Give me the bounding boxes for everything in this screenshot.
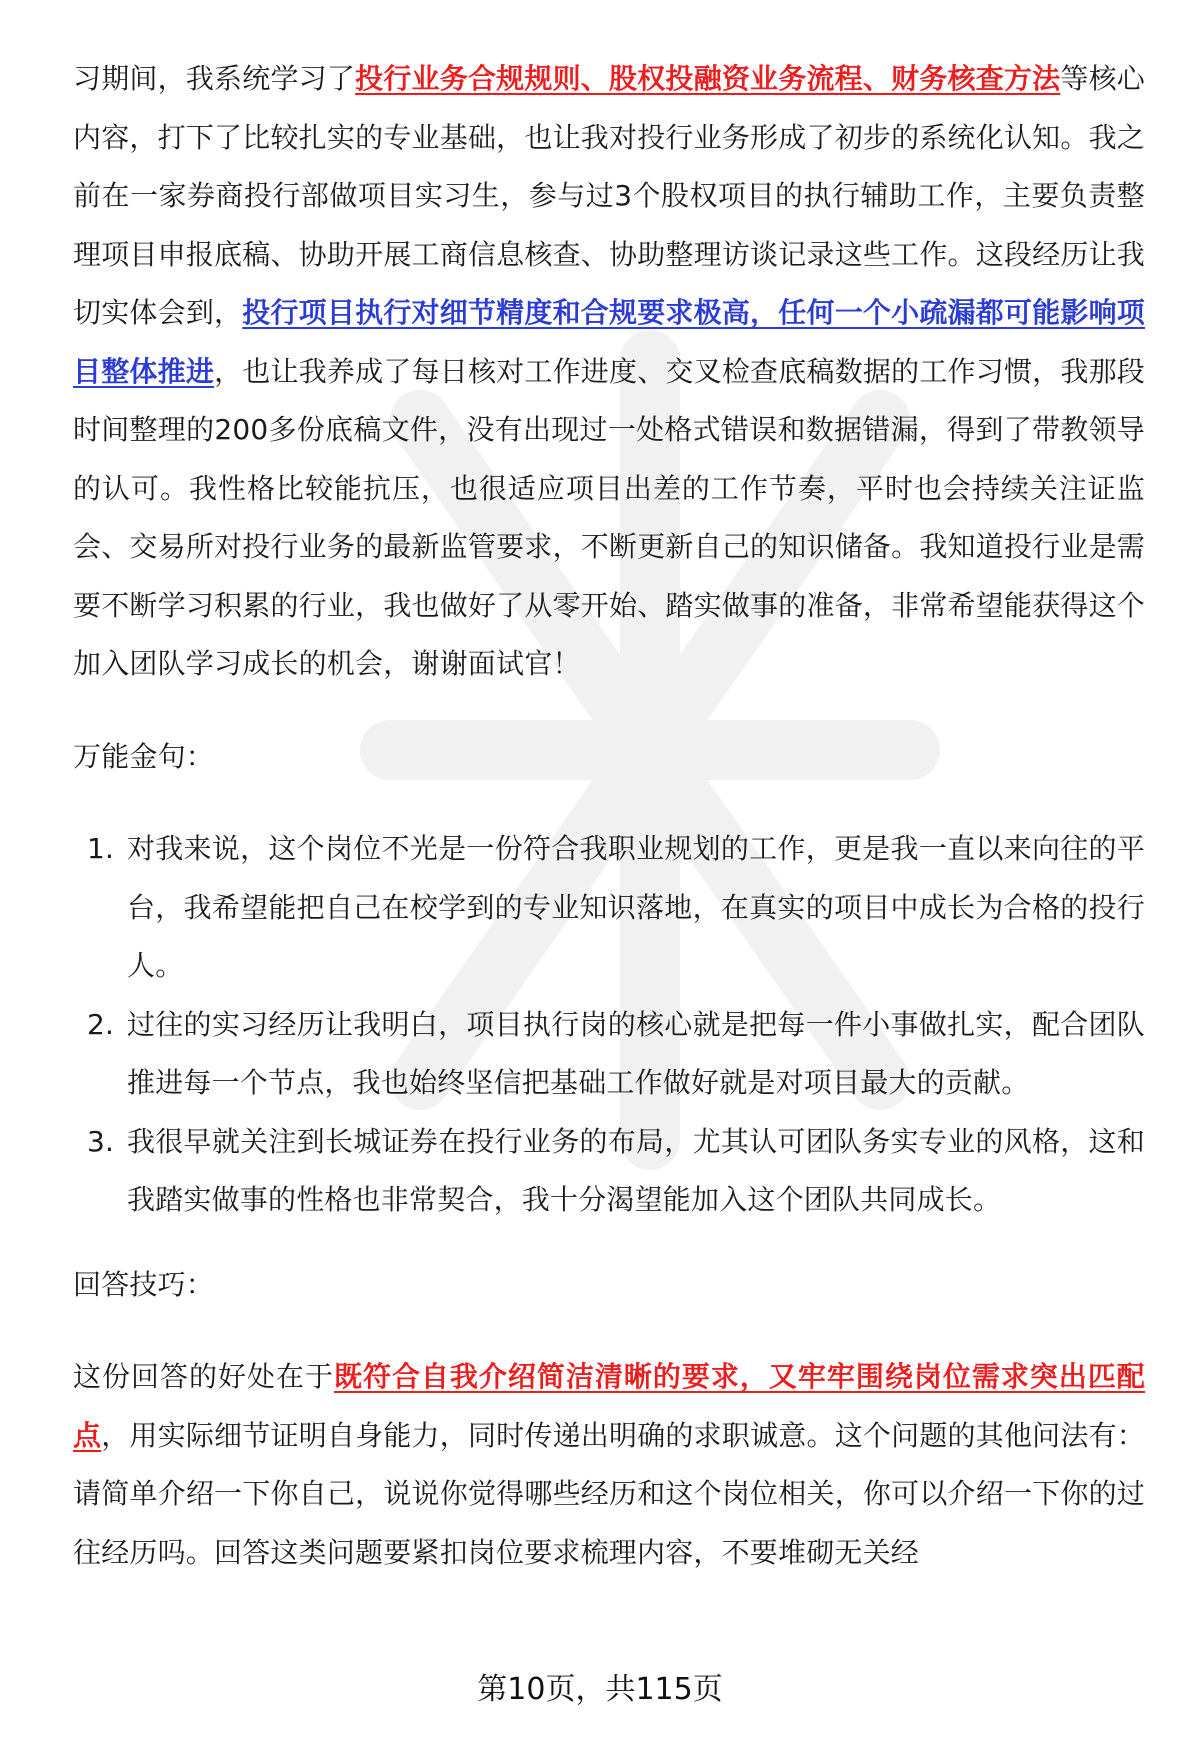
intro-highlight-red: 投行业务合规规则、股权投融资业务流程、财务核查方法 [355, 62, 1061, 95]
page-number-footer: 第10页，共115页 [477, 1672, 723, 1707]
intro-highlight-blue: 投行项目执行对细节精度和合规要求极高，任何一个小疏漏都可能影响项目整体推进 [73, 296, 1145, 388]
list-item-text: 对我来说，这个岗位不光是一份符合我职业规划的工作，更是我一直以来向往的平台，我希望能把自己在校学到的专业知识落地，在真实的项目中成长为合格的投行人。 [127, 832, 1145, 982]
tips-highlight-red: 既符合自我介绍简洁清晰的要求，又牢牢围绕岗位需求突出匹配点 [73, 1360, 1145, 1452]
list-number: 3. [87, 1124, 115, 1158]
tips-heading: 回答技巧： [73, 1267, 215, 1301]
list-number: 2. [87, 1007, 115, 1041]
intro-text-1: 习期间，我系统学习了 [73, 62, 356, 95]
spacer [73, 786, 1145, 820]
list-item-text: 过往的实习经历让我明白，项目执行岗的核心就是把每一件小事做扎实，配合团队推进每一个节点，我也始终坚信把基础工作做好就是对项目最大的贡献。 [127, 1007, 1145, 1099]
intro-text-3: ，也让我养成了每日核对工作进度、交叉检查底稿数据的工作习惯，我那段时间整理的200多份底稿文件，没有出现过一处格式错误和数据错漏，得到了带教领导的认可。我性格比较能抗压，也很适应项目出差的工作节奏，平时也会持续关注证监会、交易所对投行业务的最新监管要求，不断更新自己的知识储备。我知道投行业是需要不断学习积累的行业，我也做好了从零开始、踏实做事的准备，非常希望能获得这个加入团队学习成长的机会，谢谢面试官！ [73, 354, 1145, 680]
intro-text-2: 等核心内容，打下了比较扎实的专业基础，也让我对投行业务形成了初步的系统化认知。我之前在一家券商投行部做项目实习生，参与过3个股权项目的执行辅助工作，主要负责整理项目申报底稿、协助开展工商信息核查、协助整理访谈记录这些工作。这段经历让我切实体会到， [73, 62, 1145, 329]
list-number: 1. [87, 832, 115, 865]
tips-text-2: ，用实际细节证明自身能力，同时传递出明确的求职诚意。这个问题的其他问法有：请简单介绍一下你自己，说说你觉得哪些经历和这个岗位相关，你可以介绍一下你的过往经历吗。回答这类问题要紧扣岗位要求梳理内容，不要堆砌无关经 [73, 1418, 1146, 1569]
spacer [73, 1230, 1145, 1256]
spacer [73, 1314, 1145, 1348]
intro-paragraph [73, 50, 1145, 694]
list-item [73, 1113, 1145, 1230]
list-item [73, 996, 1145, 1113]
tips-paragraph [73, 1348, 1145, 1582]
tips-text-1: 这份回答的好处在于 [73, 1360, 334, 1393]
list-item-text: 我很早就关注到长城证券在投行业务的布局，尤其认可团队务实专业的风格，这和我踏实做事的性格也非常契合，我十分渴望能加入这个团队共同成长。 [127, 1124, 1145, 1216]
spacer [73, 694, 1145, 728]
list-item [73, 820, 1145, 996]
golden-heading: 万能金句： [73, 739, 215, 773]
main-content [73, 50, 1145, 1582]
golden-list [73, 820, 1145, 1230]
